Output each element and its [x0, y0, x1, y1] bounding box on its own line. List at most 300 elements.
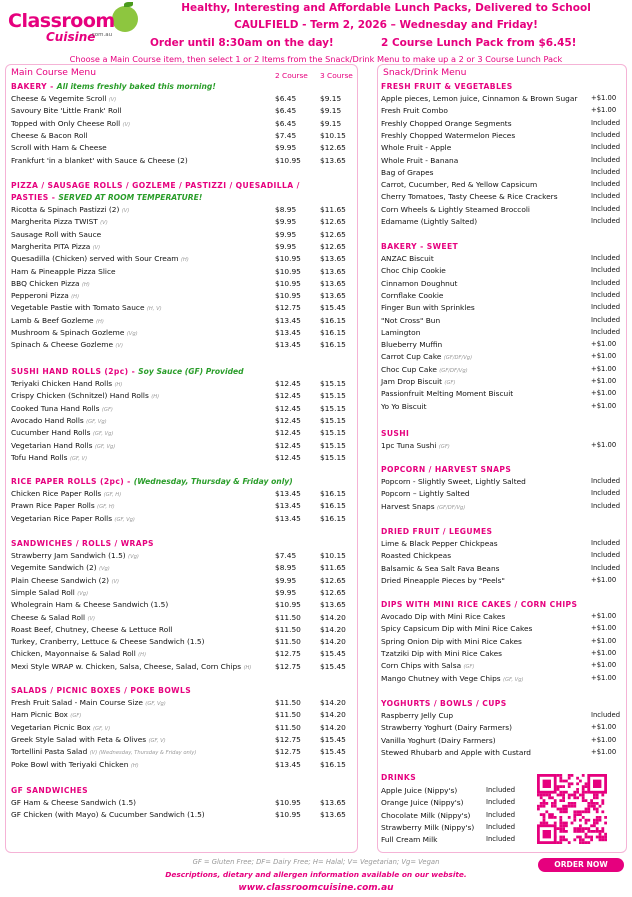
order-now-button[interactable]: ORDER NOW	[538, 858, 624, 872]
menu-item[interactable]	[11, 440, 115, 451]
snack-item[interactable]	[381, 623, 532, 634]
footer-note: Descriptions, dietary and allergen information available on our website.	[165, 870, 467, 879]
price-3-course: $15.15	[320, 415, 346, 425]
item-name: Choc Chip Cookie	[381, 266, 446, 276]
item-name: Margherita PITA Pizza	[11, 241, 91, 251]
menu-item[interactable]	[11, 722, 110, 733]
section-note: All items freshly baked this morning!	[56, 82, 216, 91]
price-2-course: $12.45	[275, 391, 301, 401]
snack-price: Included	[591, 711, 621, 719]
drink-price: Included	[486, 786, 516, 794]
snack-price: Included	[591, 303, 621, 312]
section-title: FRESH FRUIT & VEGETABLES	[381, 82, 513, 91]
price-3-course: $16.15	[320, 513, 346, 523]
price-2-course: $10.95	[275, 254, 301, 264]
drink-item[interactable]	[381, 797, 464, 808]
price-3-course: $13.65	[320, 798, 346, 807]
drinks-title: DRINKS	[381, 773, 417, 782]
item-name: GF Chicken (with Mayo) & Cucumber Sandwich (1.5)	[11, 810, 205, 820]
item-name: Blueberry Muffin	[381, 340, 443, 350]
snack-price: +$1.00	[591, 401, 617, 410]
snack-item[interactable]	[381, 747, 531, 758]
price-3-course: $14.20	[320, 637, 346, 647]
menu-item[interactable]	[11, 759, 139, 770]
snack-item[interactable]	[381, 191, 558, 202]
snack-item[interactable]	[381, 253, 434, 264]
menu-item[interactable]	[11, 709, 81, 720]
menu-item[interactable]	[11, 809, 205, 820]
snack-item[interactable]	[381, 302, 475, 313]
item-name: Lamington	[381, 327, 421, 337]
item-name: Freshly Chopped Watermelon Pieces	[381, 130, 516, 140]
price-2-course: $13.45	[275, 340, 301, 350]
snack-item[interactable]	[381, 550, 451, 561]
instruction: Choose a Main Course item, then select 1 or 2 Items from the Snack/Drink Menu to make up a 2 or 3 Course Lunch Pack	[69, 54, 563, 64]
snack-item[interactable]	[381, 155, 458, 166]
snack-item[interactable]	[381, 315, 440, 326]
snack-price: Included	[591, 315, 621, 324]
price-3-course: $16.15	[320, 759, 346, 769]
menu-item[interactable]	[11, 797, 136, 808]
price-2-course: $9.95	[275, 241, 297, 251]
menu-item[interactable]	[11, 648, 146, 659]
apple-icon	[112, 6, 138, 32]
item-name: Fresh Fruit Combo	[381, 106, 448, 116]
price-3-course: $12.65	[320, 575, 346, 585]
item-name: Prawn Rice Paper Rolls	[11, 501, 95, 511]
section-title: YOGHURTS / BOWLS / CUPS	[381, 699, 507, 708]
item-name: Vegetarian Hand Rolls	[11, 440, 93, 450]
snack-price: Included	[591, 217, 621, 225]
snack-item[interactable]	[381, 488, 470, 499]
snack-price: Included	[591, 167, 621, 176]
snack-item[interactable]	[381, 388, 513, 399]
price-2-course: $9.95	[275, 143, 297, 153]
diet-tag: (GF/DF/Vg)	[443, 355, 473, 362]
price-3-course: $11.65	[320, 205, 346, 214]
col-3-course: 3 Course	[320, 71, 353, 80]
menu-item[interactable]	[11, 130, 87, 141]
price-2-course: $12.75	[275, 303, 301, 313]
menu-item[interactable]	[11, 550, 139, 561]
menu-item[interactable]	[11, 204, 129, 215]
menu-item[interactable]	[11, 315, 104, 326]
item-name: Raspberry Jelly Cup	[381, 711, 454, 720]
item-name: Mexi Style WRAP w. Chicken, Salsa, Cheese, Salad, Corn Chips	[11, 661, 242, 671]
price-2-course: $12.75	[275, 661, 301, 671]
menu-item[interactable]	[11, 575, 119, 586]
diet-tag: (H)	[151, 394, 160, 401]
price-2-course: $11.50	[275, 637, 301, 647]
menu-item[interactable]	[11, 253, 189, 264]
item-name: Cornflake Cookie	[381, 290, 444, 300]
section-title: DRIED FRUIT / LEGUMES	[381, 527, 493, 536]
item-name: Plain Cheese Sandwich (2)	[11, 575, 110, 585]
snack-item[interactable]	[381, 216, 477, 227]
diet-tag: (GF, H)	[97, 504, 115, 511]
diet-tag: (GF, V)	[93, 725, 111, 732]
snack-price: Included	[591, 477, 621, 485]
menu-item[interactable]	[11, 278, 90, 289]
section-title: SUSHI HAND ROLLS (2pc) - Soy Sauce (GF) Provided	[11, 367, 244, 376]
snack-price: Included	[591, 204, 621, 213]
snack-item[interactable]	[381, 278, 457, 289]
price-3-course: $15.15	[320, 403, 346, 413]
snack-price: +$1.00	[591, 735, 617, 744]
price-from: 2 Course Lunch Pack from $6.45!	[381, 37, 577, 49]
diet-tag: (GF, Vg)	[502, 676, 524, 683]
snack-item[interactable]	[381, 290, 443, 301]
snack-item[interactable]	[381, 179, 537, 190]
leaf-icon	[124, 2, 133, 7]
price-3-course: $14.20	[320, 624, 346, 634]
price-2-course: $13.45	[275, 328, 301, 337]
diet-tag: (Vg)	[128, 554, 139, 560]
price-3-course: $15.15	[320, 379, 346, 388]
item-name: Strawberry Jam Sandwich (1.5)	[11, 551, 126, 560]
snack-item[interactable]	[381, 93, 577, 104]
diet-tag: (V)	[115, 343, 123, 350]
diet-tag: (GF, H)	[103, 492, 122, 498]
snack-item[interactable]	[381, 364, 468, 375]
drink-item[interactable]	[381, 785, 457, 796]
snack-item[interactable]	[381, 118, 512, 129]
snack-item[interactable]	[381, 735, 496, 746]
item-name: Chocolate Milk (Nippy's)	[381, 810, 471, 820]
price-2-course: $6.45	[275, 94, 297, 103]
price-3-course: $13.65	[320, 291, 346, 301]
price-3-course: $15.45	[320, 661, 346, 671]
item-name: Margherita Pizza TWIST	[11, 217, 98, 227]
snack-price: +$1.00	[591, 352, 617, 361]
menu-item[interactable]	[11, 661, 251, 672]
menu-item[interactable]	[11, 562, 110, 573]
menu-item[interactable]	[11, 241, 100, 252]
qr-code-image	[537, 774, 607, 844]
item-name: Teriyaki Chicken Hand Rolls	[11, 379, 113, 388]
headline: Healthy, Interesting and Affordable Lunch Packs, Delivered to School	[181, 2, 591, 14]
diet-tag: (GF, V)	[148, 737, 166, 744]
item-name: Pepperoni Pizza	[11, 291, 69, 301]
item-name: Stewed Rhubarb and Apple with Custard	[381, 747, 531, 757]
logo-main: Classroom	[8, 10, 115, 32]
snack-item[interactable]	[381, 660, 475, 671]
snack-item[interactable]	[381, 376, 455, 387]
section-heading: SALADS / PICNIC BOXES / POKE BOWLS	[11, 686, 192, 695]
item-name: Roast Beef, Chutney, Cheese & Lettuce Roll	[11, 624, 173, 634]
diet-tag: (V)	[108, 97, 117, 103]
menu-item[interactable]	[11, 216, 108, 227]
item-name: Ham Picnic Box	[11, 710, 68, 720]
menu-item[interactable]	[11, 427, 113, 438]
snack-price: Included	[591, 278, 621, 287]
menu-item[interactable]	[11, 513, 135, 524]
item-name: Vegetable Pastie with Tomato Sauce	[11, 303, 145, 313]
menu-item[interactable]	[11, 488, 121, 499]
diet-tag: (H)	[180, 257, 189, 264]
item-name: Corn Wheels & Lightly Steamed Broccoli	[381, 204, 530, 214]
price-2-course: $8.95	[275, 563, 297, 573]
menu-item[interactable]	[11, 599, 168, 610]
item-name: Orange Juice (Nippy's)	[381, 798, 464, 808]
drink-price: Included	[486, 798, 516, 807]
section-title	[11, 538, 154, 549]
snack-item[interactable]	[381, 327, 420, 338]
menu-item[interactable]	[11, 302, 162, 313]
item-name: Savoury Bite 'Little Frank' Roll	[11, 106, 122, 116]
drink-price: Included	[486, 810, 516, 819]
item-name: Yo Yo Biscuit	[381, 401, 427, 411]
snack-item[interactable]	[381, 563, 499, 574]
menu-item[interactable]	[11, 452, 87, 463]
snack-item[interactable]	[381, 710, 453, 721]
item-name: Simple Salad Roll	[11, 587, 75, 597]
item-name: Roasted Chickpeas	[381, 551, 452, 561]
item-name: Chicken Rice Paper Rolls	[11, 489, 102, 498]
diet-tag: (V)	[100, 220, 108, 227]
menu-item[interactable]	[11, 734, 166, 745]
price-2-course: $9.95	[275, 575, 297, 585]
item-name: Avocado Hand Rolls	[11, 415, 84, 425]
diet-tag: (GF, Vg)	[86, 418, 107, 425]
item-name: Edamame (Lightly Salted)	[381, 217, 478, 226]
item-name: Spinach & Cheese Gozleme	[11, 340, 114, 350]
price-3-course: $15.15	[320, 452, 346, 462]
snack-item[interactable]	[381, 673, 524, 684]
diet-tag: (V)	[121, 208, 130, 214]
item-name: Apple Juice (Nippy's)	[381, 786, 458, 795]
dietary-legend: GF = Gluten Free; DF= Dairy Free; H= Halal; V= Vegetarian; Vg= Vegan	[192, 858, 440, 866]
item-name: Lime & Black Pepper Chickpeas	[381, 539, 498, 548]
snack-item[interactable]	[381, 167, 434, 178]
menu-item[interactable]	[11, 327, 138, 338]
snack-item[interactable]	[381, 401, 426, 412]
menu-item[interactable]	[11, 390, 159, 401]
snack-item[interactable]	[381, 538, 498, 549]
item-name: Carrot Cup Cake	[381, 352, 442, 362]
price-3-course: $12.65	[320, 241, 346, 251]
item-name: Ham & Pineapple Pizza Slice	[11, 266, 116, 276]
menu-item[interactable]	[11, 105, 121, 116]
price-3-course: $15.45	[320, 649, 346, 659]
menu-item[interactable]	[11, 378, 122, 389]
drink-item[interactable]	[381, 810, 470, 821]
price-2-course: $9.95	[275, 217, 297, 227]
price-2-course: $9.95	[275, 229, 297, 239]
menu-item[interactable]	[11, 500, 115, 511]
item-name: Cinnamon Doughnut	[381, 278, 458, 288]
snack-price: +$1.00	[591, 340, 617, 349]
menu-item[interactable]	[11, 746, 196, 757]
snack-item[interactable]	[381, 501, 465, 512]
price-3-course: $16.15	[320, 489, 346, 498]
price-2-course: $6.45	[275, 118, 297, 128]
snack-price: +$1.00	[591, 364, 617, 373]
snack-item[interactable]	[381, 351, 472, 362]
section-title: BAKERY - SWEET	[381, 242, 459, 251]
price-3-course: $15.15	[320, 428, 346, 438]
menu-item[interactable]	[11, 339, 123, 350]
menu-item[interactable]	[11, 612, 95, 623]
snack-price: +$1.00	[591, 106, 617, 115]
item-name: Mango Chutney with Vege Chips	[381, 673, 501, 683]
price-2-course: $10.95	[275, 810, 301, 820]
item-name: Fresh Fruit Salad - Main Course Size	[11, 698, 143, 707]
section-title	[11, 685, 191, 696]
price-2-course: $12.45	[275, 403, 301, 413]
menu-item[interactable]	[11, 155, 188, 166]
menu-item[interactable]	[11, 290, 79, 301]
diet-tag: (GF, Vg)	[92, 431, 114, 438]
item-name: Popcorn - Slightly Sweet, Lightly Salted	[381, 477, 526, 486]
item-name: Cucumber Hand Rolls	[11, 428, 91, 438]
price-2-course: $13.45	[275, 501, 301, 511]
item-name: Vegetarian Picnic Box	[11, 722, 91, 732]
price-3-course: $9.15	[320, 118, 342, 128]
diet-tag: (GF)	[70, 713, 82, 720]
price-3-course: $11.65	[320, 563, 346, 573]
snack-item[interactable]	[381, 204, 530, 215]
price-2-course: $10.95	[275, 798, 301, 807]
menu-item[interactable]	[11, 636, 205, 647]
snack-item[interactable]	[381, 105, 448, 116]
drink-item[interactable]	[381, 834, 437, 845]
item-name: Spicy Capsicum Dip with Mini Rice Cakes	[381, 624, 533, 634]
price-2-course: $12.45	[275, 379, 301, 388]
logo[interactable]	[6, 2, 136, 48]
item-name: Full Cream Milk	[381, 835, 438, 845]
main-menu-title: Main Course Menu	[11, 67, 97, 78]
price-2-course: $8.95	[275, 205, 297, 214]
item-name: Passionfruit Melting Moment Biscuit	[381, 389, 514, 399]
section-heading-2: PASTIES	[11, 193, 49, 202]
diet-tag: (GF)	[444, 380, 456, 386]
price-2-course: $13.45	[275, 489, 301, 498]
snack-price: +$1.00	[591, 624, 617, 633]
menu-item[interactable]	[11, 415, 107, 426]
menu-item[interactable]	[11, 587, 88, 598]
item-name: Strawberry Yoghurt (Dairy Farmers)	[381, 723, 512, 733]
menu-item[interactable]	[11, 403, 113, 414]
menu-item[interactable]	[11, 229, 101, 240]
item-name: "Not Cross" Bun	[381, 315, 441, 325]
item-name: Topped with Only Cheese Roll	[11, 118, 121, 128]
price-2-course: $10.95	[275, 266, 301, 276]
menu-item[interactable]	[11, 697, 166, 708]
section-title-cont: PASTIES - SERVED AT ROOM TEMPERATURE!	[11, 193, 203, 202]
snack-price: Included	[591, 118, 621, 127]
price-2-course: $10.95	[275, 278, 301, 288]
qr-code[interactable]	[537, 774, 607, 844]
diet-tag: (Vg)	[98, 566, 110, 573]
order-deadline: Order until 8:30am on the day!	[150, 37, 334, 49]
diet-tag: (GF, V)	[69, 455, 88, 462]
price-3-course: $15.45	[320, 734, 346, 744]
drink-price: Included	[486, 822, 516, 831]
item-name: Wholegrain Ham & Cheese Sandwich (1.5)	[11, 600, 169, 610]
snack-item[interactable]	[381, 142, 451, 153]
price-2-course: $10.95	[275, 600, 301, 610]
price-3-course: $9.15	[320, 106, 342, 116]
item-name: Whole Fruit - Apple	[381, 143, 452, 153]
price-2-course: $6.45	[275, 106, 297, 116]
menu-item[interactable]	[11, 624, 172, 635]
menu-item[interactable]	[11, 118, 130, 129]
item-name: Popcorn – Lightly Salted	[381, 489, 470, 499]
snack-item[interactable]	[381, 648, 502, 659]
item-name: Cheese & Salad Roll	[11, 612, 86, 622]
item-name: Carrot, Cucumber, Red & Yellow Capsicum	[381, 180, 538, 190]
price-3-course: $12.65	[320, 217, 346, 227]
item-name: ANZAC Biscuit	[381, 254, 434, 263]
menu-item[interactable]	[11, 142, 107, 153]
item-name: Bag of Grapes	[381, 167, 434, 177]
price-3-course: $13.65	[320, 600, 346, 610]
diet-tag: (GF/DF/Vg)	[436, 504, 466, 511]
section-title	[11, 180, 300, 191]
item-name: Balsamic & Sea Salt Fava Beans	[381, 563, 500, 573]
snack-item[interactable]	[381, 339, 442, 350]
price-3-course: $12.65	[320, 229, 346, 239]
snack-item[interactable]	[381, 611, 505, 622]
diet-tag: (GF, Vg)	[145, 701, 166, 707]
snack-price: +$1.00	[591, 377, 617, 385]
price-3-course: $14.20	[320, 722, 346, 732]
section-heading: BAKERY	[11, 82, 48, 91]
website-link[interactable]: www.classroomcuisine.com.au	[238, 883, 394, 893]
price-2-course: $10.95	[275, 155, 301, 165]
snack-item[interactable]	[381, 265, 446, 276]
diet-tag: (V)	[122, 121, 131, 128]
section-title: DIPS WITH MINI RICE CAKES / CORN CHIPS	[381, 600, 578, 609]
snack-price: Included	[591, 501, 621, 510]
price-2-course: $11.50	[275, 698, 301, 707]
item-name: Cheese & Bacon Roll	[11, 130, 88, 140]
diet-tag: (H)	[95, 318, 104, 325]
snack-price: Included	[591, 155, 621, 164]
item-name: BBQ Chicken Pizza	[11, 278, 80, 288]
menu-item[interactable]	[11, 266, 116, 277]
snack-item[interactable]	[381, 722, 512, 733]
price-3-course: $15.45	[320, 747, 346, 757]
price-3-course: $9.15	[320, 94, 342, 103]
menu-item[interactable]	[11, 93, 116, 104]
snack-menu-title: Snack/Drink Menu	[383, 67, 467, 78]
snack-item[interactable]	[381, 440, 450, 451]
item-name: Tortellini Pasta Salad	[11, 747, 88, 757]
price-2-course: $7.45	[275, 130, 297, 140]
drink-item[interactable]	[381, 822, 474, 833]
price-3-course: $13.65	[320, 155, 346, 165]
item-name: Chicken, Mayonnaise & Salad Roll	[11, 649, 136, 659]
snack-item[interactable]	[381, 575, 505, 586]
diet-tag: (Vg)	[77, 590, 89, 597]
snack-price: Included	[591, 551, 621, 560]
section-note: SERVED AT ROOM TEMPERATURE!	[58, 193, 203, 202]
item-name: Harvest Snaps	[381, 501, 435, 511]
item-name: GF Ham & Cheese Sandwich (1.5)	[11, 798, 137, 807]
diet-tag: (H)	[81, 281, 90, 288]
section-heading: PIZZA / SAUSAGE ROLLS / GOZLEME / PASTIZZI / QUESADILLA /	[11, 181, 300, 190]
item-name: Spring Onion Dip with Mini Rice Cakes	[381, 636, 522, 646]
snack-item[interactable]	[381, 636, 522, 647]
snack-item[interactable]	[381, 130, 515, 141]
section-note: Soy Sauce (GF) Provided	[138, 367, 244, 376]
section-heading: SANDWICHES / ROLLS / WRAPS	[11, 539, 154, 548]
snack-item[interactable]	[381, 476, 526, 487]
col-2-course: 2 Course	[275, 71, 308, 80]
item-name: 1pc Tuna Sushi	[381, 441, 437, 450]
